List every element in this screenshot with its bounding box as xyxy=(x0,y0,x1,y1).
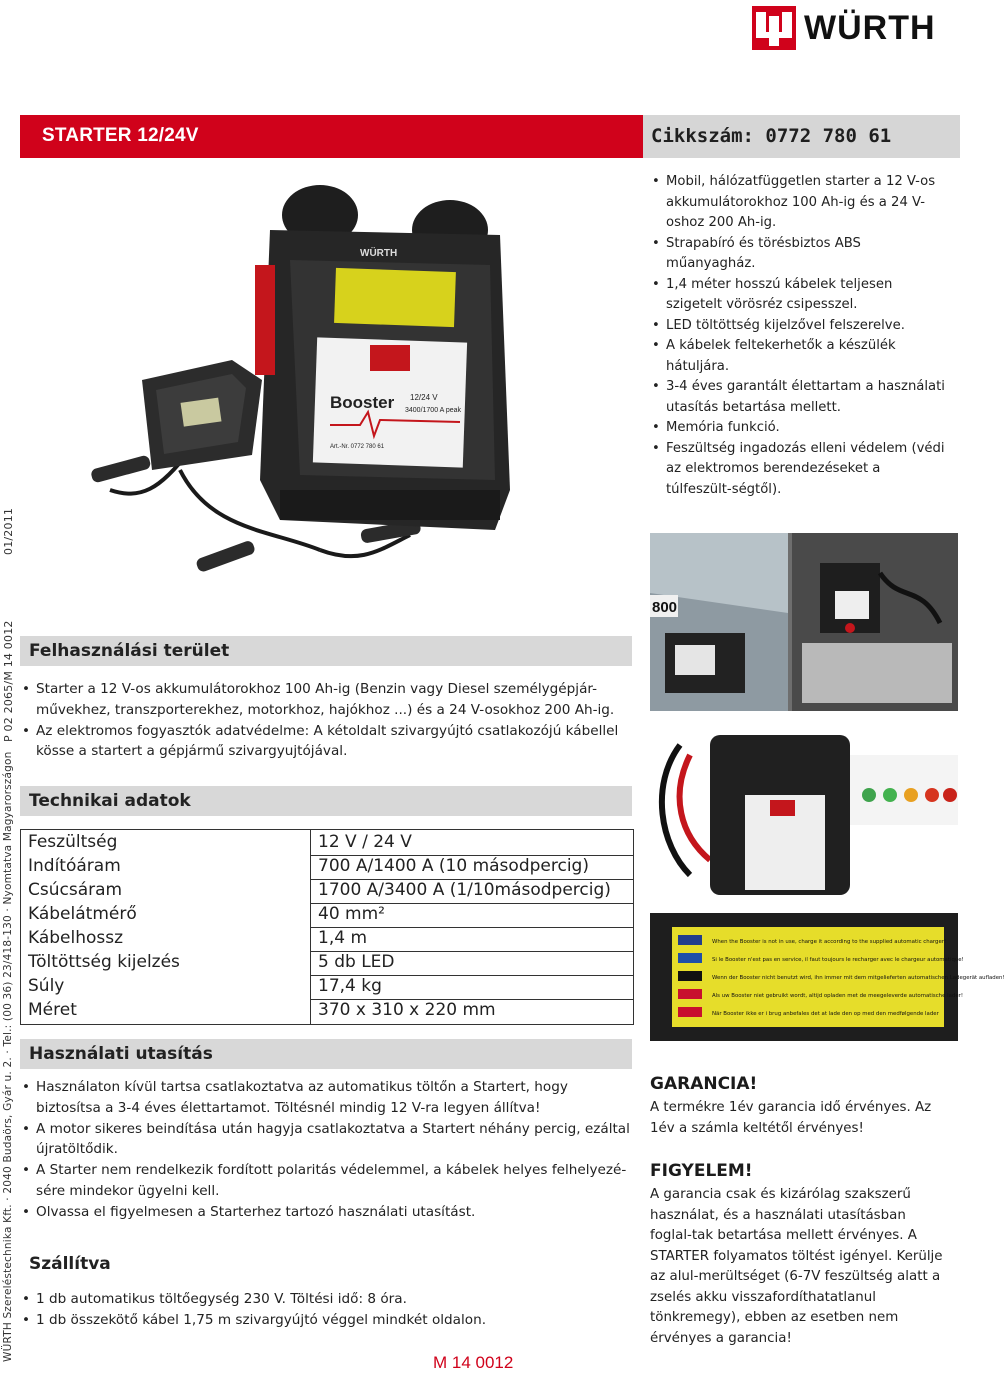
instructions-title: Használati utasítás xyxy=(29,1044,213,1064)
device-brand: WÜRTH xyxy=(360,248,398,259)
instruction-item: • Használaton kívül tartsa csatlakoztatva az automatikus töltőn a Startert, hogy biztosítsa a 3-4 éves élettartamot. Töltésnél mindig 12 V-ra legyen állítva! xyxy=(20,1077,632,1119)
warning-section xyxy=(650,1161,950,1349)
side-printer: WÜRTH Szereléstechnika Kft. · 2040 Budaörs, Gyár u. 2. · Tel.: (00 36) 23/418-130 · Nyomtatva Magyarországon xyxy=(2,751,14,1362)
car-engine-photo xyxy=(650,533,958,711)
spec-value: 370 x 310 x 220 mm xyxy=(318,1000,496,1020)
car-plate: 800 xyxy=(652,599,678,616)
spec-label: Kábelhossz xyxy=(28,928,124,948)
tech-title: Technikai adatok xyxy=(29,791,191,811)
spec-value: 40 mm² xyxy=(318,904,385,924)
title-bar xyxy=(20,115,643,158)
booster-led-photo xyxy=(650,725,958,900)
device-name: Booster xyxy=(330,393,395,412)
spec-row xyxy=(21,928,633,952)
label-line: När Booster ikke er i brug anbefales det at lade den op med den medfølgende lader xyxy=(712,1011,939,1017)
warning-text: A garancia csak és kizárólag szakszerű használat, és a használati utasításban foglal-tak betartása mellett érvényes. A STARTER folyamatos töltést igényel. Kerülje az alul-merültséget (6-7V feszültség alatt a zselés akku visszafordíthatatlanul tönkremegy), ebben az esetben nem érvényes a garancia! xyxy=(650,1187,943,1346)
instruction-item: • A motor sikeres beindítása után hagyja csatlakoztatva a Startert néhány percig, ezáltal újratöltődik. xyxy=(20,1119,632,1161)
spec-row xyxy=(21,832,633,856)
product-photo xyxy=(120,170,520,590)
article-number-box xyxy=(643,115,960,158)
brand-name: WÜRTH xyxy=(804,9,936,47)
feature-item: • Strapabíró és törésbiztos ABS műanyagház. xyxy=(650,234,950,275)
instructions-list xyxy=(20,1077,632,1223)
spec-row xyxy=(21,856,633,880)
feature-item: • Mobil, hálózatfüggetlen starter a 12 V-os akkumulátorokhoz 100 Ah-ig és a 24 V-oshoz 200 Ah-ig. xyxy=(650,172,950,234)
wurth-logo xyxy=(752,6,952,50)
spec-label: Súly xyxy=(28,976,65,996)
feature-item: • Feszültség ingadozás elleni védelem (védi az elektromos berendezéseket a túlfeszült-ségtől). xyxy=(650,439,950,501)
spec-label: Csúcsáram xyxy=(28,880,123,900)
tech-header xyxy=(20,786,632,816)
instruction-item: • Olvassa el figyelmesen a Starterhez tartozó használati utasítást. xyxy=(20,1202,632,1223)
delivered-item: • 1 db összekötő kábel 1,75 m szivargyújtó véggel mindkét oldalon. xyxy=(20,1310,632,1331)
page-title: STARTER 12/24V xyxy=(42,125,199,146)
usage-header xyxy=(20,636,632,666)
spec-label: Méret xyxy=(28,1000,77,1020)
usage-item: • Az elektromos fogyasztók adatvédelme: A kétoldalt szivargyújtó csatlakozójú kábellel kösse a startert a gépjármű szivargyujtójával. xyxy=(20,721,632,763)
label-line: Wenn der Booster nicht benutzt wird, ihn immer mit dem mitgelieferten automatischen Ladegerät aufladen! xyxy=(712,975,1005,981)
guarantee-text: A termékre 1év garancia idő érvényes. Az 1év a számla keltétől érvényes! xyxy=(650,1100,932,1136)
spec-value: 17,4 kg xyxy=(318,976,382,996)
warning-label-photo xyxy=(650,913,1005,1041)
feature-item: • LED töltöttség kijelzővel felszerelve. xyxy=(650,316,950,337)
instructions-header xyxy=(20,1039,632,1069)
feature-list xyxy=(650,172,950,500)
feature-item: • Memória funkció. xyxy=(650,418,950,439)
spec-label: Kábelátmérő xyxy=(28,904,137,924)
spec-value: 12 V / 24 V xyxy=(318,832,412,852)
label-line: Als uw Booster niet gebruikt wordt, altijd opladen met de meegeleverde automatische lader! xyxy=(712,993,964,999)
delivered-item: • 1 db automatikus töltőegység 230 V. Töltési idő: 8 óra. xyxy=(20,1289,632,1310)
label-line: Si le Booster n'est pas en service, il faut toujours le recharger avec le chargeur automatique! xyxy=(712,957,964,963)
spec-label: Töltöttség kijelzés xyxy=(28,952,180,972)
device-spec1: 12/24 V xyxy=(410,393,438,402)
side-code: P 02 2065/M 14 0012 xyxy=(2,620,15,742)
side-date: 01/2011 xyxy=(2,507,15,555)
spec-value: 1,4 m xyxy=(318,928,367,948)
delivered-title: Szállítva xyxy=(29,1254,111,1274)
feature-item: • A kábelek feltekerhetők a készülék hátuljára. xyxy=(650,336,950,377)
spec-row xyxy=(21,904,633,928)
instruction-item: • A Starter nem rendelkezik fordított polaritás védelemmel, a kábelek helyes felhelyezé-sére mindekor ügyelni kell. xyxy=(20,1160,632,1202)
feature-item: • 1,4 méter hosszú kábelek teljesen szigetelt vörösréz csipesszel. xyxy=(650,275,950,316)
spec-value: 1700 A/3400 A (1/10másodpercig) xyxy=(318,880,611,900)
feature-item: • 3-4 éves garantált élettartam a használati utasítás betartása mellett. xyxy=(650,377,950,418)
usage-list xyxy=(20,679,632,762)
usage-title: Felhasználási terület xyxy=(29,641,230,661)
delivered-list xyxy=(20,1289,632,1331)
guarantee-section xyxy=(650,1074,950,1139)
label-line: When the Booster is not in use, charge it according to the supplied automatic charger! xyxy=(712,939,947,945)
spec-label: Feszültség xyxy=(28,832,118,852)
spec-value: 5 db LED xyxy=(318,952,395,972)
spec-label: Indítóáram xyxy=(28,856,121,876)
warning-title: FIGYELEM! xyxy=(650,1161,753,1181)
spec-row xyxy=(21,952,633,976)
spec-table xyxy=(20,829,634,1025)
wurth-logo-icon xyxy=(752,6,796,50)
footer-code: M 14 0012 xyxy=(433,1353,514,1372)
guarantee-title: GARANCIA! xyxy=(650,1074,758,1094)
spec-row xyxy=(21,1000,633,1024)
delivered-header xyxy=(20,1249,632,1279)
spec-row xyxy=(21,880,633,904)
device-spec2: 3400/1700 A peak xyxy=(405,407,462,414)
article-number: Cikkszám: 0772 780 61 xyxy=(651,125,892,147)
usage-item: • Starter a 12 V-os akkumulátorokhoz 100 Ah-ig (Benzin vagy Diesel személygépjár-művekhez, transzporterekhez, motorkhoz, hajókhoz ...) és a 24 V-osokhoz 200 Ah-ig. xyxy=(20,679,632,721)
spec-row xyxy=(21,976,633,1000)
device-artnr: Art.-Nr. 0772 780 61 xyxy=(330,444,385,450)
spec-value: 700 A/1400 A (10 másodpercig) xyxy=(318,856,589,876)
